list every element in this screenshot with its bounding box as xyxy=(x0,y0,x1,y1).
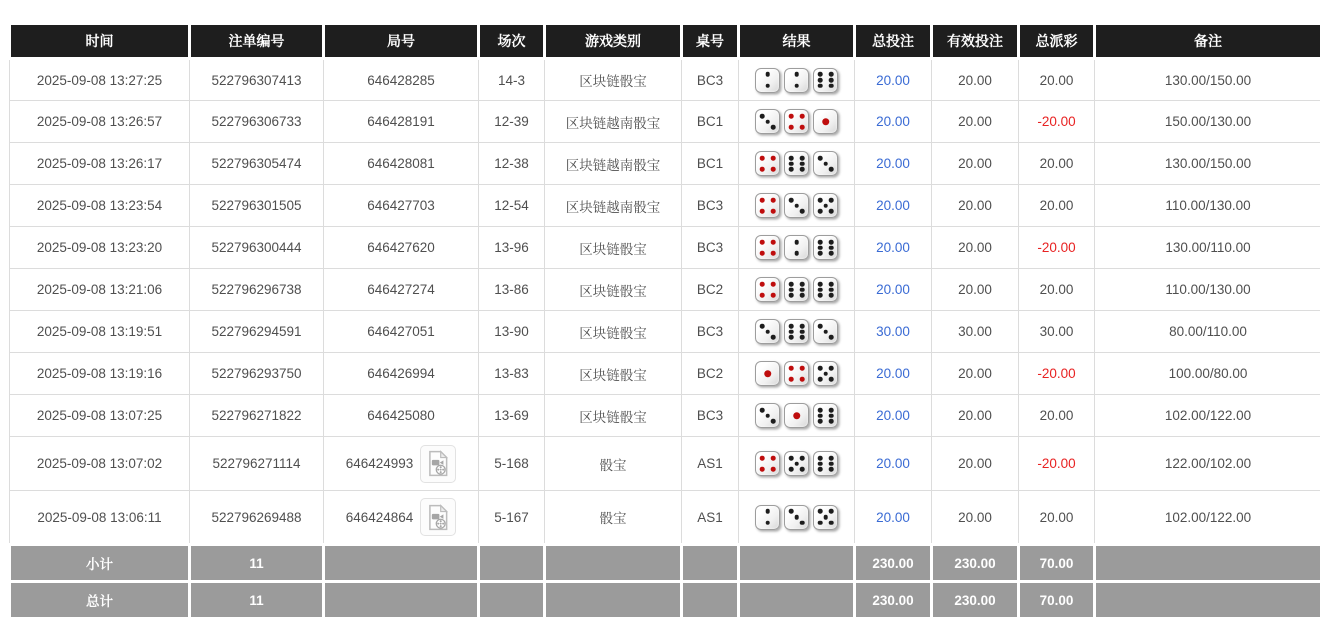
video-replay-icon xyxy=(425,504,451,531)
total-bet-amount-link[interactable]: 20.00 xyxy=(876,156,910,171)
valid-bet-cell: 20.00 xyxy=(932,227,1019,269)
table-no-cell: BC3 xyxy=(682,59,739,101)
remark-cell: 130.00/110.00 xyxy=(1095,227,1320,269)
bet-id-cell: 522796269488 xyxy=(190,491,324,545)
game-type-cell: 区块链骰宝 xyxy=(545,227,682,269)
die-6-icon xyxy=(813,403,838,428)
round-id-text: 646427620 xyxy=(367,240,435,255)
payout-cell xyxy=(1019,491,1095,545)
grand-total-label: 总计 xyxy=(10,582,190,619)
payout-cell xyxy=(1019,437,1095,491)
subtotal-valid-bet: 230.00 xyxy=(932,545,1019,582)
table-row xyxy=(10,185,1320,227)
time-cell: 2025-09-08 13:23:54 xyxy=(10,185,190,227)
result-cell xyxy=(739,143,855,185)
subtotal-count: 11 xyxy=(190,545,324,582)
total-bet-cell xyxy=(855,227,932,269)
round-id-cell xyxy=(324,395,479,437)
grand-total-valid-bet: 230.00 xyxy=(932,582,1019,619)
bet-id-cell: 522796294591 xyxy=(190,311,324,353)
payout-cell xyxy=(1019,227,1095,269)
remark-cell: 130.00/150.00 xyxy=(1095,59,1320,101)
bet-records-table xyxy=(8,22,1320,620)
result-cell xyxy=(739,59,855,101)
game-type-cell: 骰宝 xyxy=(545,437,682,491)
remark-cell: 102.00/122.00 xyxy=(1095,491,1320,545)
time-cell: 2025-09-08 13:21:06 xyxy=(10,269,190,311)
dice-result xyxy=(742,151,851,176)
game-type-cell: 区块链越南骰宝 xyxy=(545,143,682,185)
result-cell xyxy=(739,185,855,227)
die-1-icon xyxy=(813,109,838,134)
die-2-icon xyxy=(755,68,780,93)
die-6-icon xyxy=(813,277,838,302)
dice-result xyxy=(742,361,851,386)
remark-cell: 110.00/130.00 xyxy=(1095,185,1320,227)
remark-cell: 122.00/102.00 xyxy=(1095,437,1320,491)
die-6-icon xyxy=(784,151,809,176)
die-6-icon xyxy=(813,235,838,260)
time-cell: 2025-09-08 13:19:51 xyxy=(10,311,190,353)
game-type-cell: 区块链越南骰宝 xyxy=(545,185,682,227)
time-cell: 2025-09-08 13:06:11 xyxy=(10,491,190,545)
table-row xyxy=(10,353,1320,395)
total-bet-cell xyxy=(855,491,932,545)
die-3-icon xyxy=(784,505,809,530)
round-id-text: 646428191 xyxy=(367,114,435,129)
dice-result xyxy=(742,451,851,476)
subtotal-row xyxy=(10,545,1320,582)
subtotal-payout: 70.00 xyxy=(1019,545,1095,582)
time-cell: 2025-09-08 13:07:02 xyxy=(10,437,190,491)
payout-amount: 20.00 xyxy=(1039,198,1074,213)
result-cell xyxy=(739,437,855,491)
session-cell: 13-86 xyxy=(479,269,545,311)
valid-bet-cell: 20.00 xyxy=(932,395,1019,437)
round-id-cell xyxy=(324,491,479,545)
column-header-result: 结果 xyxy=(739,24,855,59)
column-header-round-id: 局号 xyxy=(324,24,479,59)
round-id-text: 646428081 xyxy=(367,156,435,171)
session-cell: 12-39 xyxy=(479,101,545,143)
grand-total-row xyxy=(10,582,1320,619)
total-bet-amount-link[interactable]: 20.00 xyxy=(876,72,910,88)
bet-id-cell: 522796271822 xyxy=(190,395,324,437)
total-bet-cell xyxy=(855,353,932,395)
die-3-icon xyxy=(813,151,838,176)
round-id-text: 646426994 xyxy=(367,366,435,381)
result-cell xyxy=(739,101,855,143)
table-no-cell: BC2 xyxy=(682,269,739,311)
payout-amount: 30.00 xyxy=(1039,324,1074,339)
remark-cell: 130.00/150.00 xyxy=(1095,143,1320,185)
payout-cell xyxy=(1019,353,1095,395)
die-5-icon xyxy=(813,505,838,530)
payout-amount: -20.00 xyxy=(1037,114,1076,129)
bet-id-cell: 522796307413 xyxy=(190,59,324,101)
result-cell xyxy=(739,227,855,269)
result-cell xyxy=(739,353,855,395)
table-no-cell: BC1 xyxy=(682,101,739,143)
table-no-cell: AS1 xyxy=(682,437,739,491)
round-id-cell xyxy=(324,437,479,491)
table-row xyxy=(10,269,1320,311)
table-row xyxy=(10,143,1320,185)
round-id-cell xyxy=(324,269,479,311)
round-id-cell xyxy=(324,101,479,143)
game-type-cell: 区块链骰宝 xyxy=(545,269,682,311)
bet-id-cell: 522796300444 xyxy=(190,227,324,269)
remark-cell: 110.00/130.00 xyxy=(1095,269,1320,311)
round-id-text: 646427274 xyxy=(367,282,435,297)
round-id-cell xyxy=(324,353,479,395)
grand-total-count: 11 xyxy=(190,582,324,619)
game-type-cell: 区块链骰宝 xyxy=(545,353,682,395)
table-no-cell: BC2 xyxy=(682,353,739,395)
payout-amount: -20.00 xyxy=(1037,366,1076,381)
round-id-text: 646427703 xyxy=(367,198,435,213)
table-row xyxy=(10,59,1320,101)
payout-cell xyxy=(1019,395,1095,437)
die-2-icon xyxy=(784,235,809,260)
remark-cell: 100.00/80.00 xyxy=(1095,353,1320,395)
game-type-cell: 区块链骰宝 xyxy=(545,59,682,101)
payout-amount: 20.00 xyxy=(1039,72,1074,88)
column-header-total-bet: 总投注 xyxy=(855,24,932,59)
subtotal-total-bet: 230.00 xyxy=(855,545,932,582)
round-id-text: 646428285 xyxy=(367,72,435,88)
bet-id-cell: 522796301505 xyxy=(190,185,324,227)
dice-result xyxy=(742,193,851,218)
die-3-icon xyxy=(755,403,780,428)
round-id-text: 646424864 xyxy=(345,509,414,525)
table-row xyxy=(10,491,1320,545)
valid-bet-cell: 20.00 xyxy=(932,437,1019,491)
total-bet-amount-link[interactable]: 20.00 xyxy=(876,114,910,129)
total-bet-amount-link[interactable]: 20.00 xyxy=(876,240,910,255)
bet-id-cell: 522796293750 xyxy=(190,353,324,395)
table-row xyxy=(10,311,1320,353)
die-4-icon xyxy=(784,109,809,134)
die-6-icon xyxy=(784,319,809,344)
dice-result xyxy=(742,277,851,302)
total-bet-cell xyxy=(855,185,932,227)
column-header-bet-id: 注单编号 xyxy=(190,24,324,59)
payout-cell xyxy=(1019,143,1095,185)
dice-result xyxy=(742,235,851,260)
valid-bet-cell: 20.00 xyxy=(932,491,1019,545)
total-bet-cell xyxy=(855,101,932,143)
die-4-icon xyxy=(755,277,780,302)
payout-amount: 20.00 xyxy=(1039,282,1074,297)
payout-cell xyxy=(1019,269,1095,311)
total-bet-amount-link[interactable]: 20.00 xyxy=(876,408,910,423)
time-cell: 2025-09-08 13:26:17 xyxy=(10,143,190,185)
die-2-icon xyxy=(755,505,780,530)
table-no-cell: BC3 xyxy=(682,185,739,227)
table-no-cell: AS1 xyxy=(682,491,739,545)
die-4-icon xyxy=(755,235,780,260)
time-cell: 2025-09-08 13:19:16 xyxy=(10,353,190,395)
session-cell: 13-96 xyxy=(479,227,545,269)
die-5-icon xyxy=(813,361,838,386)
session-cell: 13-90 xyxy=(479,311,545,353)
grand-total-payout: 70.00 xyxy=(1019,582,1095,619)
video-replay-icon xyxy=(425,450,451,477)
total-bet-cell xyxy=(855,437,932,491)
session-cell: 12-54 xyxy=(479,185,545,227)
die-4-icon xyxy=(755,193,780,218)
valid-bet-cell: 20.00 xyxy=(932,185,1019,227)
table-body xyxy=(10,59,1320,545)
bet-id-cell: 522796296738 xyxy=(190,269,324,311)
session-cell: 14-3 xyxy=(479,59,545,101)
payout-amount: -20.00 xyxy=(1037,240,1076,255)
die-4-icon xyxy=(755,451,780,476)
round-id-text: 646427051 xyxy=(367,324,435,339)
column-header-table-no: 桌号 xyxy=(682,24,739,59)
column-header-payout: 总派彩 xyxy=(1019,24,1095,59)
remark-cell: 150.00/130.00 xyxy=(1095,101,1320,143)
round-id-text: 646424993 xyxy=(345,456,414,471)
table-no-cell: BC3 xyxy=(682,395,739,437)
die-3-icon xyxy=(755,319,780,344)
payout-amount: -20.00 xyxy=(1037,456,1076,471)
round-id-cell xyxy=(324,143,479,185)
result-cell xyxy=(739,395,855,437)
subtotal-label: 小计 xyxy=(10,545,190,582)
die-6-icon xyxy=(813,68,838,93)
total-bet-cell xyxy=(855,311,932,353)
remark-cell: 102.00/122.00 xyxy=(1095,395,1320,437)
table-no-cell: BC3 xyxy=(682,227,739,269)
total-bet-amount-link[interactable]: 20.00 xyxy=(876,366,910,381)
result-cell xyxy=(739,311,855,353)
payout-amount: 20.00 xyxy=(1039,156,1074,171)
payout-cell xyxy=(1019,101,1095,143)
die-4-icon xyxy=(784,361,809,386)
column-header-game: 游戏类别 xyxy=(545,24,682,59)
video-replay-button[interactable] xyxy=(420,445,456,483)
time-cell: 2025-09-08 13:07:25 xyxy=(10,395,190,437)
round-id-cell xyxy=(324,59,479,101)
die-2-icon xyxy=(784,68,809,93)
total-bet-cell xyxy=(855,395,932,437)
session-cell: 12-38 xyxy=(479,143,545,185)
total-bet-amount-link[interactable]: 20.00 xyxy=(876,198,910,213)
total-bet-cell xyxy=(855,143,932,185)
column-header-remark: 备注 xyxy=(1095,24,1320,59)
bet-id-cell: 522796271114 xyxy=(190,437,324,491)
payout-amount: 20.00 xyxy=(1039,509,1074,525)
dice-result xyxy=(742,68,851,93)
valid-bet-cell: 20.00 xyxy=(932,353,1019,395)
session-cell: 13-83 xyxy=(479,353,545,395)
payout-cell xyxy=(1019,59,1095,101)
table-row xyxy=(10,437,1320,491)
die-1-icon xyxy=(784,403,809,428)
bet-id-cell: 522796306733 xyxy=(190,101,324,143)
table-row xyxy=(10,227,1320,269)
valid-bet-cell: 30.00 xyxy=(932,311,1019,353)
valid-bet-cell: 20.00 xyxy=(932,59,1019,101)
round-id-cell xyxy=(324,311,479,353)
table-no-cell: BC3 xyxy=(682,311,739,353)
column-header-session: 场次 xyxy=(479,24,545,59)
valid-bet-cell: 20.00 xyxy=(932,101,1019,143)
total-bet-cell xyxy=(855,269,932,311)
round-id-cell xyxy=(324,227,479,269)
game-type-cell: 骰宝 xyxy=(545,491,682,545)
time-cell: 2025-09-08 13:27:25 xyxy=(10,59,190,101)
bet-id-cell: 522796305474 xyxy=(190,143,324,185)
die-5-icon xyxy=(784,451,809,476)
die-3-icon xyxy=(813,319,838,344)
total-bet-amount-link[interactable]: 20.00 xyxy=(876,456,910,471)
payout-amount: 20.00 xyxy=(1039,408,1074,423)
game-type-cell: 区块链骰宝 xyxy=(545,311,682,353)
round-id-cell xyxy=(324,185,479,227)
table-no-cell: BC1 xyxy=(682,143,739,185)
dice-result xyxy=(742,403,851,428)
video-replay-button[interactable] xyxy=(420,498,456,536)
die-6-icon xyxy=(784,277,809,302)
die-3-icon xyxy=(784,193,809,218)
die-1-icon xyxy=(755,361,780,386)
dice-result xyxy=(742,109,851,134)
time-cell: 2025-09-08 13:26:57 xyxy=(10,101,190,143)
die-6-icon xyxy=(813,451,838,476)
game-type-cell: 区块链骰宝 xyxy=(545,395,682,437)
grand-total-total-bet: 230.00 xyxy=(855,582,932,619)
total-bet-amount-link[interactable]: 20.00 xyxy=(876,509,910,525)
session-cell: 5-167 xyxy=(479,491,545,545)
result-cell xyxy=(739,491,855,545)
result-cell xyxy=(739,269,855,311)
table-row xyxy=(10,101,1320,143)
die-3-icon xyxy=(755,109,780,134)
dice-result xyxy=(742,505,851,530)
die-4-icon xyxy=(755,151,780,176)
column-header-valid-bet: 有效投注 xyxy=(932,24,1019,59)
dice-result xyxy=(742,319,851,344)
payout-cell xyxy=(1019,311,1095,353)
total-bet-cell xyxy=(855,59,932,101)
session-cell: 13-69 xyxy=(479,395,545,437)
total-bet-amount-link[interactable]: 30.00 xyxy=(876,324,910,339)
game-type-cell: 区块链越南骰宝 xyxy=(545,101,682,143)
die-5-icon xyxy=(813,193,838,218)
valid-bet-cell: 20.00 xyxy=(932,269,1019,311)
session-cell: 5-168 xyxy=(479,437,545,491)
column-header-time: 时间 xyxy=(10,24,190,59)
table-header-row xyxy=(10,24,1320,59)
total-bet-amount-link[interactable]: 20.00 xyxy=(876,282,910,297)
table-row xyxy=(10,395,1320,437)
payout-cell xyxy=(1019,185,1095,227)
remark-cell: 80.00/110.00 xyxy=(1095,311,1320,353)
round-id-text: 646425080 xyxy=(367,408,435,423)
valid-bet-cell: 20.00 xyxy=(932,143,1019,185)
time-cell: 2025-09-08 13:23:20 xyxy=(10,227,190,269)
